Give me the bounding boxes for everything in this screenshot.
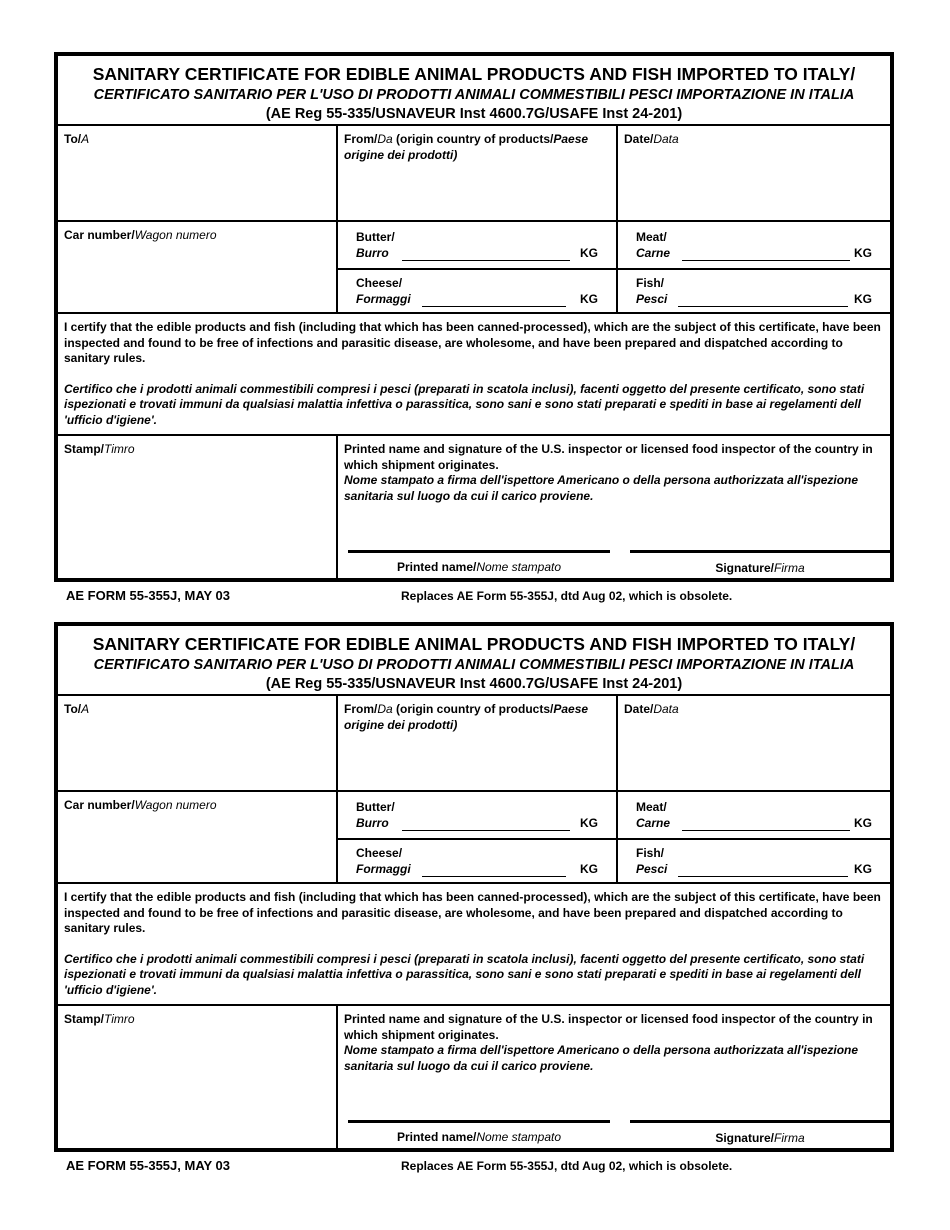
to-label-it: A [81, 702, 90, 716]
fish-field[interactable] [618, 268, 890, 314]
date-label-en: Date/ [624, 132, 654, 146]
cheese-line [422, 876, 566, 877]
butter-unit: KG [580, 816, 598, 830]
signature-row [58, 1006, 890, 1152]
to-label-it: A [81, 132, 90, 146]
car-label-en: Car number/ [64, 798, 135, 812]
signature-label [630, 561, 890, 577]
from-paren-en: (origin country of products/ [392, 132, 554, 146]
fish-field[interactable] [618, 838, 890, 884]
cert-text-it: Certifico che i prodotti animali commestibili compresi i pesci (preparati in scatola inclusi), facenti oggetto del presente certificato, sono stati ispezionati e trovati immuni da qualsiasi malattia infettiva o parassitica, sono sani e sono stati preparati e spediti in base ai regelamenti dell 'ufficio d'igiene'. [64, 951, 865, 997]
butter-cheese-cell [338, 222, 618, 312]
goods-row [58, 792, 890, 884]
cheese-line [422, 306, 566, 307]
cheese-label-it: Formaggi [356, 291, 411, 306]
from-paren-it: Paese origine dei prodotti) [344, 132, 589, 162]
printed-name-line[interactable] [348, 550, 610, 553]
printed-name-line[interactable] [348, 1120, 610, 1123]
cheese-label-en: Cheese/ [356, 846, 403, 860]
from-field[interactable] [338, 126, 618, 220]
signature-line[interactable] [630, 550, 890, 553]
address-row [58, 126, 890, 222]
printed-label-en: Printed name/ [396, 1130, 477, 1144]
printed-label-en: Printed name/ [396, 560, 477, 574]
fish-line [678, 876, 848, 877]
form-id-2: AE FORM 55-355J, MAY 03 [66, 1158, 231, 1173]
fish-label-en: Fish/ [636, 846, 665, 860]
inspector-cell [338, 436, 890, 582]
meat-fish-cell [618, 792, 890, 882]
date-label-en: Date/ [624, 702, 654, 716]
meat-line [682, 260, 850, 261]
signature-label-it: Firma [774, 561, 805, 575]
car-label-it: Wagon numero [134, 798, 217, 812]
butter-line [402, 260, 570, 261]
title-italian: CERTIFICATO SANITARIO PER L'USO DI PRODOTTI ANIMALI COMMESTIBILI PESCI IMPORTAZIONE IN ITALIA [93, 657, 855, 673]
butter-unit: KG [580, 246, 598, 260]
butter-field[interactable] [338, 222, 616, 270]
meat-label-en: Meat/ [636, 800, 667, 814]
meat-unit: KG [854, 816, 872, 830]
fish-label-en: Fish/ [636, 276, 665, 290]
from-field[interactable] [338, 696, 618, 790]
meat-label-en: Meat/ [636, 230, 667, 244]
to-label-en: To/ [64, 702, 82, 716]
certification-statement [58, 884, 890, 1006]
date-label-it: Data [653, 132, 679, 146]
stamp-label-en: Stamp/ [64, 1012, 105, 1026]
signature-label [630, 1131, 890, 1147]
butter-cheese-cell [338, 792, 618, 882]
from-label-it: Da [377, 132, 393, 146]
title-italian: CERTIFICATO SANITARIO PER L'USO DI PRODOTTI ANIMALI COMMESTIBILI PESCI IMPORTAZIONE IN ITALIA [93, 87, 855, 103]
inspector-instructions-en: Printed name and signature of the U.S. inspector or licensed food inspector of the country in which shipment originates. [344, 442, 873, 472]
printed-label-it: Nome stampato [476, 1130, 562, 1144]
inspector-instructions-en: Printed name and signature of the U.S. inspector or licensed food inspector of the country in which shipment originates. [344, 1012, 873, 1042]
stamp-label-it: Timro [104, 442, 135, 456]
meat-line [682, 830, 850, 831]
cheese-unit: KG [580, 862, 598, 876]
from-label-it: Da [377, 702, 393, 716]
printed-name-label [348, 1130, 610, 1146]
butter-label-it: Burro [356, 245, 389, 260]
certification-statement [58, 314, 890, 436]
certificate-form-2 [54, 622, 894, 1152]
stamp-label-en: Stamp/ [64, 442, 105, 456]
meat-unit: KG [854, 246, 872, 260]
from-label-en: From/ [344, 132, 378, 146]
signature-row [58, 436, 890, 582]
cheese-field[interactable] [338, 268, 616, 314]
title-regulation: (AE Reg 55-335/USNAVEUR Inst 4600.7G/USAFE Inst 24-201) [265, 106, 683, 122]
form-title [58, 56, 890, 126]
title-regulation: (AE Reg 55-335/USNAVEUR Inst 4600.7G/USAFE Inst 24-201) [265, 676, 683, 692]
form-id-1: AE FORM 55-355J, MAY 03 [66, 588, 231, 603]
fish-line [678, 306, 848, 307]
stamp-field[interactable] [58, 1006, 338, 1152]
cheese-field[interactable] [338, 838, 616, 884]
certificate-form-1 [54, 52, 894, 582]
car-label-it: Wagon numero [134, 228, 217, 242]
form-title [58, 626, 890, 696]
stamp-label-it: Timro [104, 1012, 135, 1026]
cheese-label-it: Formaggi [356, 861, 411, 876]
meat-label-it: Carne [636, 245, 671, 260]
butter-label-en: Butter/ [356, 800, 395, 814]
fish-unit: KG [854, 292, 872, 306]
fish-label-it: Pesci [636, 861, 668, 876]
from-paren-en: (origin country of products/ [392, 702, 554, 716]
from-paren-it: Paese origine dei prodotti) [344, 702, 589, 732]
inspector-instructions-it: Nome stampato a firma dell'ispettore Americano o della persona authorizzata all'ispezione sanitaria sul luogo da cui il carico proviene. [344, 473, 859, 503]
address-row [58, 696, 890, 792]
replaces-note-1: Replaces AE Form 55-355J, dtd Aug 02, which is obsolete. [401, 589, 733, 603]
butter-line [402, 830, 570, 831]
car-number-field[interactable] [58, 222, 338, 312]
fish-label-it: Pesci [636, 291, 668, 306]
to-field[interactable] [58, 126, 338, 220]
meat-field[interactable] [618, 792, 890, 840]
cert-text-en: I certify that the edible products and fish (including that which has been canned-processed), which are the subject of this certificate, have been inspected and found to be free of infections and parasitic disease, are wholesome, and have been prepared and dispatched according to sanitary rules. [64, 320, 881, 365]
stamp-field[interactable] [58, 436, 338, 582]
date-field[interactable] [618, 696, 890, 790]
signature-label-en: Signature/ [715, 561, 774, 575]
meat-label-it: Carne [636, 815, 671, 830]
fish-unit: KG [854, 862, 872, 876]
inspector-cell [338, 1006, 890, 1152]
cheese-unit: KG [580, 292, 598, 306]
signature-label-it: Firma [774, 1131, 805, 1145]
replaces-note-2: Replaces AE Form 55-355J, dtd Aug 02, which is obsolete. [401, 1159, 733, 1173]
signature-line[interactable] [630, 1120, 890, 1123]
car-number-field[interactable] [58, 792, 338, 882]
cert-text-it: Certifico che i prodotti animali commestibili compresi i pesci (preparati in scatola inclusi), facenti oggetto del presente certificato, sono stati ispezionati e trovati immuni da qualsiasi malattia infettiva o parassitica, sono sani e sono stati preparati e spediti in base ai regelamenti dell 'ufficio d'igiene'. [64, 381, 865, 427]
butter-label-it: Burro [356, 815, 389, 830]
butter-field[interactable] [338, 792, 616, 840]
goods-row [58, 222, 890, 314]
inspector-instructions-it: Nome stampato a firma dell'ispettore Americano o della persona authorizzata all'ispezione sanitaria sul luogo da cui il carico proviene. [344, 1043, 859, 1073]
meat-field[interactable] [618, 222, 890, 270]
meat-fish-cell [618, 222, 890, 312]
printed-label-it: Nome stampato [476, 560, 562, 574]
from-label-en: From/ [344, 702, 378, 716]
cert-text-en: I certify that the edible products and fish (including that which has been canned-processed), which are the subject of this certificate, have been inspected and found to be free of infections and parasitic disease, are wholesome, and have been prepared and dispatched according to sanitary rules. [64, 890, 881, 935]
to-label-en: To/ [64, 132, 82, 146]
date-label-it: Data [653, 702, 679, 716]
date-field[interactable] [618, 126, 890, 220]
title-english: SANITARY CERTIFICATE FOR EDIBLE ANIMAL PRODUCTS AND FISH IMPORTED TO ITALY/ [92, 64, 856, 84]
cheese-label-en: Cheese/ [356, 276, 403, 290]
signature-label-en: Signature/ [715, 1131, 774, 1145]
title-english: SANITARY CERTIFICATE FOR EDIBLE ANIMAL PRODUCTS AND FISH IMPORTED TO ITALY/ [92, 634, 856, 654]
car-label-en: Car number/ [64, 228, 135, 242]
butter-label-en: Butter/ [356, 230, 395, 244]
to-field[interactable] [58, 696, 338, 790]
printed-name-label [348, 560, 610, 576]
